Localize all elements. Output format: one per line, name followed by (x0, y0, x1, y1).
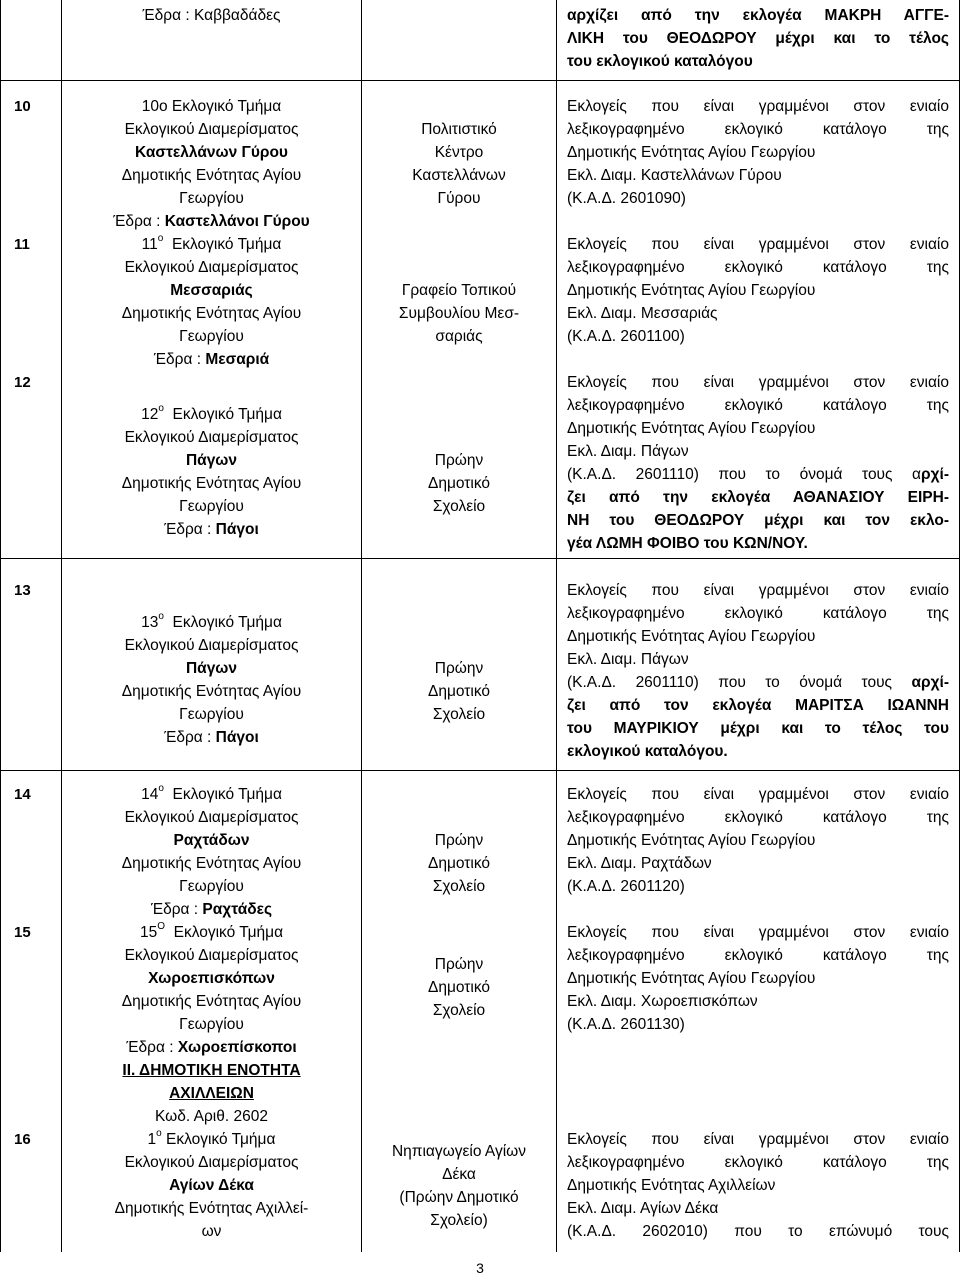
voters-description: Εκλογείς που είναι γραμμένοι στον ενιαίο λεξικογραφημένο εκλογικό κατάλογο της Δημοτικής Ενότητας Αγίου Γεωργίου Εκλ. Διαμ. Καστελλάνων Γύρου (Κ.Α.Δ. 2601090) (567, 98, 949, 207)
polling-place: Πολιτιστικό Κέντρο Καστελλάνων Γύρου (412, 121, 506, 207)
section-description: $13^o$ Εκλογικό Τμήμα Εκλογικού Διαμερίσματος Πάγων Δημοτικής Ενότητας Αγίου Γεωργίου Έδρα : Πάγοι (121, 610, 302, 746)
voters-description: Εκλογείς που είναι γραμμένοι στον ενιαίο λεξικογραφημένο εκλογικό κατάλογο της Δημοτικής Ενότητας Αγίου Γεωργίου Εκλ. Διαμ. Πάγων (Κ.Α.Δ. 2601110) που το όνομά τους αρχί- ζει από την εκλογέα ΑΘΑΝΑΣΙΟΥ ΕΙΡΗ- ΝΗ του ΘΕΟΔΩΡΟΥ μέχρι και τον εκλο- γέα ΛΩΜΗ ΦΟΙΒΟ του ΚΩΝ/ΝΟΥ. (567, 374, 949, 552)
voters-description: Εκλογείς που είναι γραμμένοι στον ενιαίο λεξικογραφημένο εκλογικό κατάλογο της Δημοτικής Ενότητας Αχιλλείων Εκλ. Διαμ. Αγίων Δέκα (Κ.Α.Δ. 2602010) που το επώνυμό τους (567, 1131, 949, 1240)
row-number: 14 (14, 786, 31, 803)
voters-description: Εκλογείς που είναι γραμμένοι στον ενιαίο λεξικογραφημένο εκλογικό κατάλογο της Δημοτικής Ενότητας Αγίου Γεωργίου Εκλ. Διαμ. Μεσσαριάς (Κ.Α.Δ. 2601100) (567, 236, 949, 345)
polling-place: Γραφείο Τοπικού Συμβουλίου Μεσ- σαριάς (398, 282, 520, 345)
row-separator (0, 80, 960, 81)
voters-description: Εκλογείς που είναι γραμμένοι στον ενιαίο λεξικογραφημένο εκλογικό κατάλογο της Δημοτικής Ενότητας Αγίου Γεωργίου Εκλ. Διαμ. Πάγων (Κ.Α.Δ. 2601110) που το όνομά τους αρχί- ζει από τον εκλογέα ΜΑΡΙΤΣΑ ΙΩΑΝΝΗ του ΜΑΥΡΙΚΙΟΥ μέχρι και το τέλος του εκλογικού καταλόγου. (567, 582, 949, 760)
table-divider-3 (556, 0, 557, 1252)
row-separator (0, 770, 960, 771)
section-description: $1^o$ Εκλογικό Τμήμα Εκλογικού Διαμερίσματος Αγίων Δέκα Δημοτικής Ενότητας Αχιλλεί- ων (114, 1127, 309, 1240)
page-number: 3 (476, 1260, 484, 1276)
row-number: 11 (14, 236, 30, 253)
table-border-left (0, 0, 1, 1252)
row-number: 16 (14, 1131, 31, 1148)
polling-place: Πρώην Δημοτικό Σχολείο (427, 956, 491, 1019)
polling-place: Πρώην Δημοτικό Σχολείο (427, 832, 491, 895)
row-number: 13 (14, 582, 31, 599)
polling-place: Πρώην Δημοτικό Σχολείο (427, 660, 491, 723)
voters-description: Εκλογείς που είναι γραμμένοι στον ενιαίο λεξικογραφημένο εκλογικό κατάλογο της Δημοτικής Ενότητας Αγίου Γεωργίου Εκλ. Διαμ. Ραχτάδων (Κ.Α.Δ. 2601120) (567, 786, 949, 895)
top-seat: Έδρα : Καββαδάδες (142, 7, 281, 24)
row-separator (0, 558, 960, 559)
row-number: 10 (14, 98, 31, 115)
top-note: αρχίζει από την εκλογέα ΜΑΚΡΗ ΑΓΓΕ- ΛΙΚΗ του ΘΕΟΔΩΡΟΥ μέχρι και το τέλος του εκλογικού καταλόγου (567, 7, 949, 70)
row-number: 12 (14, 374, 31, 391)
section-description: $11^o$ Εκλογικό Τμήμα Εκλογικού Διαμερίσματος Μεσσαριάς Δημοτικής Ενότητας Αγίου Γεωργίου Έδρα : Μεσαριά (121, 232, 302, 368)
section-description: 10ο Εκλογικό Τμήμα Εκλογικού Διαμερίσματος Καστελλάνων Γύρου Δημοτικής Ενότητας Αγίου Γεωργίου Έδρα : Καστελλάνοι Γύρου (113, 98, 310, 230)
section-description: $12^o$ Εκλογικό Τμήμα Εκλογικού Διαμερίσματος Πάγων Δημοτικής Ενότητας Αγίου Γεωργίου Έδρα : Πάγοι (121, 402, 302, 538)
section-description: $14^o$ Εκλογικό Τμήμα Εκλογικού Διαμερίσματος Ραχτάδων Δημοτικής Ενότητας Αγίου Γεωργίου Έδρα : Ραχτάδες (121, 782, 302, 918)
voters-description: Εκλογείς που είναι γραμμένοι στον ενιαίο λεξικογραφημένο εκλογικό κατάλογο της Δημοτικής Ενότητας Αγίου Γεωργίου Εκλ. Διαμ. Χωροεπισκόπων (Κ.Α.Δ. 2601130) (567, 924, 949, 1033)
polling-place: Νηπιαγωγείο Αγίων Δέκα (Πρώην Δημοτικό Σχολείο) (391, 1143, 527, 1229)
row-number: 15 (14, 924, 31, 941)
polling-place: Πρώην Δημοτικό Σχολείο (427, 452, 491, 515)
section-description: $15^O$ Εκλογικό Τμήμα Εκλογικού Διαμερίσματος Χωροεπισκόπων Δημοτικής Ενότητας Αγίου Γεωργίου Έδρα : Χωροεπίσκοποι ΙΙ. ΔΗΜΟΤΙΚΗ ΕΝΟΤΗΤΑ ΑΧΙΛΛΕΙΩΝ Κωδ. Αριθ. 2602 (121, 920, 302, 1125)
